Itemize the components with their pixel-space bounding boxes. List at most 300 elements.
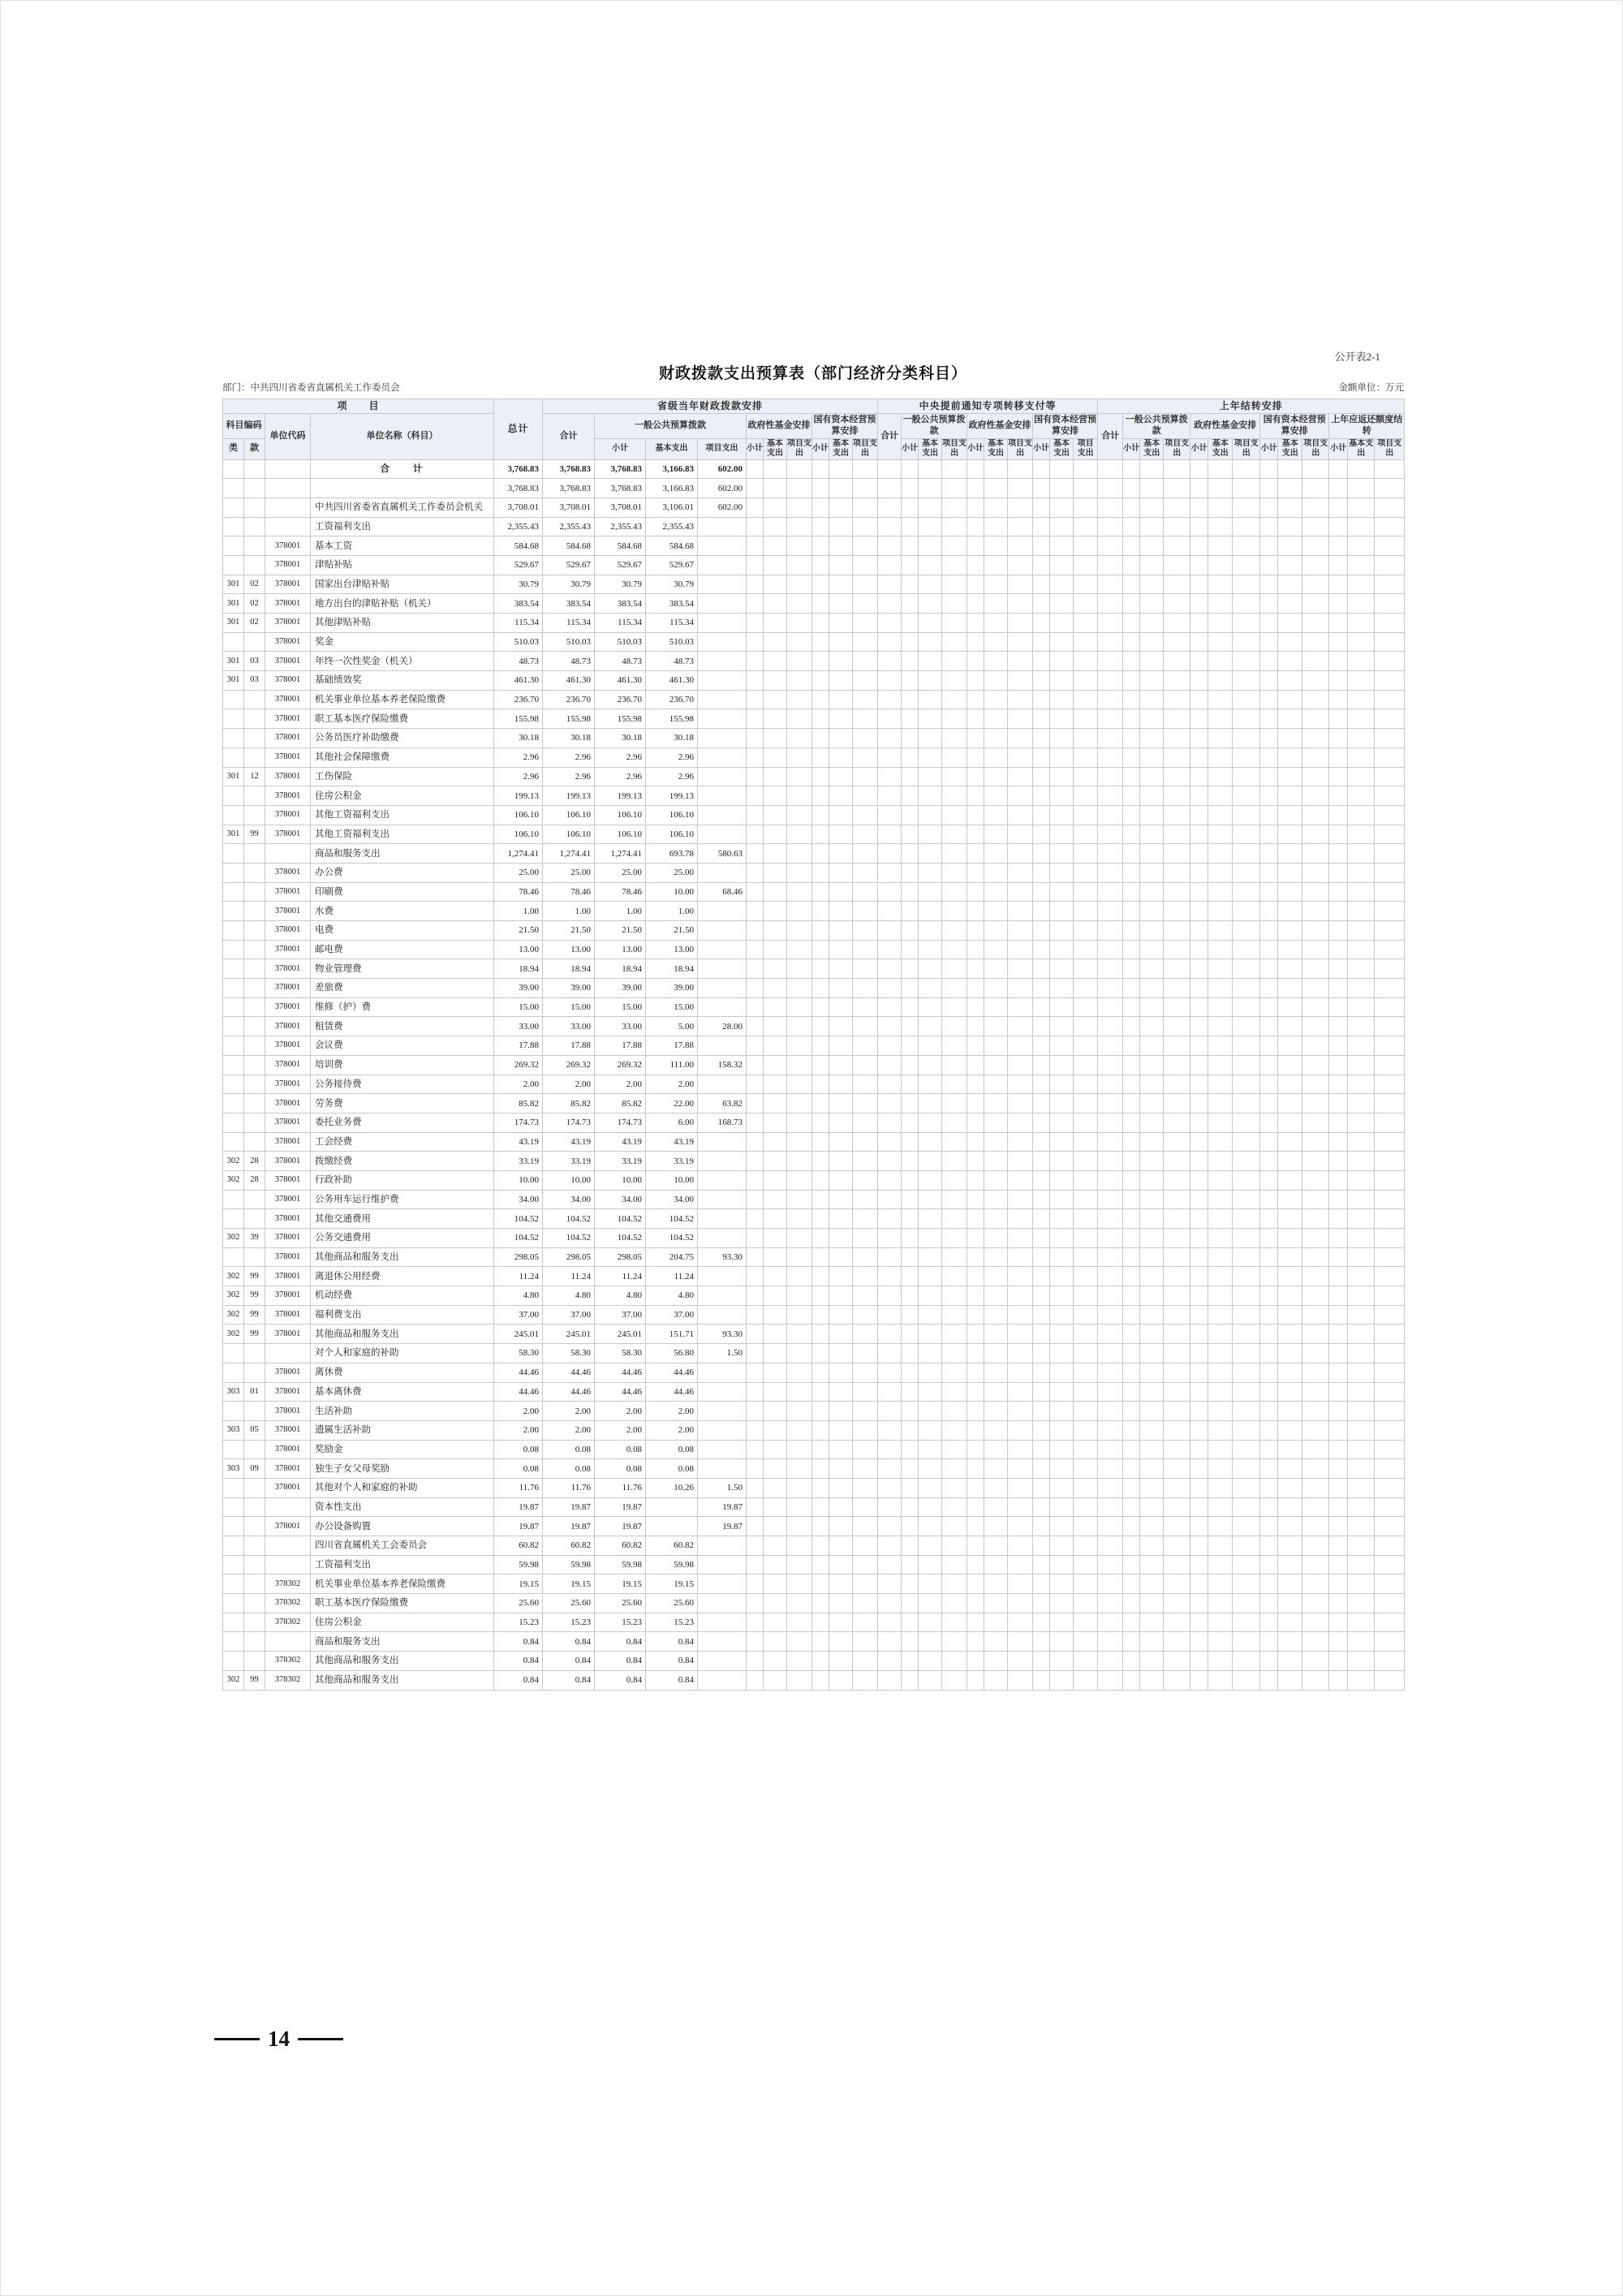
cell-class [223, 959, 244, 979]
cell-empty [1302, 1382, 1329, 1402]
cell-empty [878, 902, 902, 921]
table-row [223, 517, 1405, 536]
cell-empty [1098, 1055, 1123, 1075]
cell-empty [853, 1382, 878, 1402]
cell-unit-code [265, 479, 311, 498]
cell-empty [1233, 1517, 1260, 1536]
cell-empty [1074, 979, 1098, 998]
cell-subject-name: 年终一次性奖金（机关） [311, 652, 494, 671]
cell-empty [1208, 536, 1233, 556]
cell-empty [1098, 1517, 1123, 1536]
cell-empty [812, 882, 829, 902]
cell-empty [1348, 805, 1375, 825]
cell-value-3: 0.84 [595, 1652, 646, 1671]
cell-empty [1208, 1286, 1233, 1306]
cell-empty [1375, 1497, 1405, 1517]
cell-item: 02 [244, 614, 265, 633]
cell-empty [853, 1305, 878, 1325]
table-row [223, 1132, 1405, 1152]
cell-empty [1302, 1652, 1329, 1671]
cell-empty [812, 498, 829, 517]
cell-empty [1140, 786, 1164, 806]
cell-empty [1008, 863, 1033, 882]
col-header-leaf-2-2-1: 小计 [967, 438, 984, 459]
cell-empty [1140, 1055, 1164, 1075]
cell-value-2: 58.30 [543, 1344, 595, 1363]
cell-empty [1190, 652, 1208, 671]
cell-value-2: 155.98 [543, 709, 595, 729]
cell-unit-code [265, 1344, 311, 1363]
cell-empty [1033, 805, 1050, 825]
cell-class [223, 786, 244, 806]
cell-empty [1033, 940, 1050, 959]
cell-value-3: 199.13 [595, 786, 646, 806]
cell-empty [1208, 1075, 1233, 1094]
cell-empty [1123, 1305, 1140, 1325]
cell-class [223, 555, 244, 575]
cell-subject-name: 离退休公用经费 [311, 1267, 494, 1286]
cell-empty [764, 921, 787, 941]
cell-empty [967, 786, 984, 806]
cell-empty [878, 1555, 902, 1574]
cell-empty [1233, 1536, 1260, 1556]
table-row [223, 1036, 1405, 1056]
cell-empty [1278, 863, 1302, 882]
cell-empty [853, 767, 878, 786]
cell-empty [853, 786, 878, 806]
cell-empty [1050, 825, 1074, 844]
cell-empty [1260, 767, 1278, 786]
col-header-leaf-3-4-2: 基本支出 [1349, 438, 1374, 458]
cell-empty [1208, 479, 1233, 498]
cell-value-5: 1.50 [698, 1344, 747, 1363]
cell-subject-name: 商品和服务支出 [311, 1632, 494, 1652]
cell-subject-name: 地方出台的津贴补贴（机关） [311, 594, 494, 614]
col-header-group-1-2: 政府性基金安排 [747, 414, 812, 439]
cell-empty [1375, 1267, 1405, 1286]
cell-empty [1140, 652, 1164, 671]
cell-empty [764, 902, 787, 921]
cell-empty [1098, 1209, 1123, 1229]
cell-empty [1278, 1305, 1302, 1325]
cell-empty [1190, 1094, 1208, 1114]
cell-empty [1348, 1229, 1375, 1248]
cell-empty [1348, 729, 1375, 748]
cell-subject-name: 租赁费 [311, 1017, 494, 1036]
cell-empty [764, 1286, 787, 1306]
cell-empty [764, 1190, 787, 1209]
cell-empty [1233, 921, 1260, 941]
cell-empty [1164, 459, 1190, 479]
cell-empty [1260, 1305, 1278, 1325]
cell-empty [1074, 940, 1098, 959]
cell-empty [787, 1594, 812, 1613]
cell-empty [1074, 498, 1098, 517]
cell-value-1: 529.67 [494, 555, 543, 575]
cell-unit-code: 378001 [265, 1017, 311, 1036]
table-row [223, 747, 1405, 767]
cell-empty [1123, 1017, 1140, 1036]
cell-empty [1233, 1229, 1260, 1248]
cell-item [244, 1574, 265, 1594]
cell-class: 301 [223, 594, 244, 614]
cell-empty [1140, 1190, 1164, 1209]
cell-empty [764, 1055, 787, 1075]
cell-value-2: 0.84 [543, 1652, 595, 1671]
cell-empty [1302, 1536, 1329, 1556]
header-row-1 [223, 399, 1405, 414]
cell-empty [1098, 594, 1123, 614]
cell-item [244, 1555, 265, 1574]
cell-empty [902, 1459, 919, 1479]
cell-empty [1190, 729, 1208, 748]
cell-empty [1164, 1497, 1190, 1517]
cell-empty [1123, 614, 1140, 633]
cell-empty [1302, 786, 1329, 806]
cell-empty [1329, 1536, 1348, 1556]
cell-empty [1033, 1286, 1050, 1306]
cell-empty [853, 498, 878, 517]
cell-value-5: 93.30 [698, 1325, 747, 1344]
cell-value-4: 34.00 [646, 1190, 698, 1209]
cell-value-5 [698, 671, 747, 691]
cell-empty [919, 594, 942, 614]
cell-empty [919, 979, 942, 998]
cell-empty [812, 1286, 829, 1306]
cell-value-2: 529.67 [543, 555, 595, 575]
table-row [223, 1440, 1405, 1459]
cell-subject-name: 公务员医疗补助缴费 [311, 729, 494, 748]
cell-empty [1233, 1555, 1260, 1574]
cell-empty [1348, 863, 1375, 882]
cell-empty [747, 1152, 764, 1171]
cell-empty [1278, 767, 1302, 786]
cell-empty [1190, 825, 1208, 844]
cell-empty [1278, 729, 1302, 748]
cell-empty [787, 1017, 812, 1036]
cell-empty [1008, 555, 1033, 575]
cell-empty [942, 709, 967, 729]
cell-empty [1375, 959, 1405, 979]
cell-empty [787, 1632, 812, 1652]
cell-empty [787, 459, 812, 479]
cell-empty [1375, 1517, 1405, 1536]
cell-empty [1098, 1478, 1123, 1497]
cell-empty [1329, 1670, 1348, 1690]
cell-empty [1233, 729, 1260, 748]
cell-empty [853, 1075, 878, 1094]
cell-value-2: 19.87 [543, 1517, 595, 1536]
cell-empty [1278, 805, 1302, 825]
table-row [223, 575, 1405, 594]
cell-empty [1033, 825, 1050, 844]
budget-table [222, 398, 1405, 1691]
table-row [223, 1382, 1405, 1402]
cell-empty [787, 1229, 812, 1248]
cell-empty [1098, 555, 1123, 575]
cell-empty [829, 1170, 853, 1190]
cell-empty [812, 575, 829, 594]
cell-empty [853, 1652, 878, 1671]
cell-empty [1208, 1344, 1233, 1363]
cell-empty [747, 1497, 764, 1517]
cell-empty [787, 1305, 812, 1325]
cell-empty [1074, 1229, 1098, 1248]
cell-empty [812, 614, 829, 633]
cell-empty [1140, 1440, 1164, 1459]
cell-value-5 [698, 1536, 747, 1556]
col-header-leaf-2-2-2: 基本支出 [984, 438, 1008, 459]
cell-class [223, 690, 244, 709]
cell-empty [1260, 1363, 1278, 1382]
cell-empty [984, 1036, 1008, 1056]
cell-empty [1278, 882, 1302, 902]
cell-value-5 [698, 1632, 747, 1652]
cell-empty [967, 1094, 984, 1114]
cell-empty [1329, 1574, 1348, 1594]
budget-table-body [223, 459, 1405, 1690]
cell-value-5 [698, 1267, 747, 1286]
cell-empty [1348, 1670, 1375, 1690]
cell-class [223, 1017, 244, 1036]
cell-unit-code: 378001 [265, 652, 311, 671]
cell-empty [878, 1574, 902, 1594]
cell-empty [919, 1094, 942, 1114]
cell-empty [942, 1017, 967, 1036]
cell-empty [919, 555, 942, 575]
cell-empty [1050, 1420, 1074, 1440]
cell-empty [1208, 1652, 1233, 1671]
cell-empty [902, 959, 919, 979]
cell-empty [967, 1152, 984, 1171]
cell-class [223, 1247, 244, 1267]
cell-empty [764, 1670, 787, 1690]
cell-empty [1260, 882, 1278, 902]
cell-subject-name: 工资福利支出 [311, 1555, 494, 1574]
cell-empty [1208, 1497, 1233, 1517]
cell-empty [902, 1209, 919, 1229]
cell-empty [1208, 1420, 1233, 1440]
cell-empty [1098, 1613, 1123, 1632]
cell-empty [1348, 844, 1375, 864]
cell-empty [1302, 1459, 1329, 1479]
cell-empty [829, 729, 853, 748]
cell-empty [1033, 1382, 1050, 1402]
cell-class [223, 729, 244, 748]
cell-value-4: 18.94 [646, 959, 698, 979]
cell-empty [1302, 671, 1329, 691]
cell-empty [1098, 1420, 1123, 1440]
cell-empty [1033, 498, 1050, 517]
cell-unit-code: 378001 [265, 575, 311, 594]
cell-value-3: 15.23 [595, 1613, 646, 1632]
cell-empty [1140, 1497, 1164, 1517]
cell-empty [747, 632, 764, 652]
cell-empty [1190, 997, 1208, 1017]
cell-empty [902, 747, 919, 767]
cell-empty [829, 632, 853, 652]
cell-empty [1008, 1652, 1033, 1671]
col-header-group-3-2: 政府性基金安排 [1190, 414, 1260, 439]
cell-empty [1348, 1594, 1375, 1613]
table-row [223, 709, 1405, 729]
cell-empty [1302, 921, 1329, 941]
cell-empty [1050, 652, 1074, 671]
cell-empty [1190, 844, 1208, 864]
cell-empty [1190, 1075, 1208, 1094]
cell-empty [1348, 632, 1375, 652]
cell-empty [1098, 997, 1123, 1017]
cell-empty [967, 1209, 984, 1229]
cell-empty [1208, 690, 1233, 709]
cell-empty [747, 1286, 764, 1306]
cell-empty [1348, 1363, 1375, 1382]
cell-empty [1348, 902, 1375, 921]
cell-empty [1260, 1382, 1278, 1402]
cell-empty [878, 1190, 902, 1209]
cell-empty [747, 1075, 764, 1094]
cell-class [223, 709, 244, 729]
cell-empty [1233, 652, 1260, 671]
cell-empty [747, 555, 764, 575]
cell-empty [942, 863, 967, 882]
cell-empty [853, 1670, 878, 1690]
cell-empty [1375, 767, 1405, 786]
cell-empty [1050, 729, 1074, 748]
cell-empty [967, 1229, 984, 1248]
cell-empty [1208, 1555, 1233, 1574]
cell-empty [1329, 498, 1348, 517]
cell-empty [1008, 1113, 1033, 1132]
cell-empty [1329, 517, 1348, 536]
cell-empty [1140, 1382, 1164, 1402]
cell-empty [812, 1382, 829, 1402]
cell-subject-name: 对个人和家庭的补助 [311, 1344, 494, 1363]
cell-empty [1140, 1517, 1164, 1536]
cell-empty [853, 575, 878, 594]
cell-empty [1302, 652, 1329, 671]
cell-empty [1260, 709, 1278, 729]
cell-empty [984, 1229, 1008, 1248]
cell-empty [1278, 1594, 1302, 1613]
cell-unit-code [265, 1536, 311, 1556]
cell-empty [1164, 1402, 1190, 1421]
cell-empty [902, 1036, 919, 1056]
cell-empty [1375, 1209, 1405, 1229]
cell-unit-code: 378001 [265, 729, 311, 748]
cell-class [223, 517, 244, 536]
cell-empty [1260, 1613, 1278, 1632]
cell-empty [1348, 979, 1375, 998]
cell-empty [1233, 555, 1260, 575]
cell-empty [1348, 652, 1375, 671]
cell-value-1: 43.19 [494, 1132, 543, 1152]
cell-empty [919, 479, 942, 498]
cell-item: 28 [244, 1152, 265, 1171]
cell-value-5 [698, 1594, 747, 1613]
cell-empty [1260, 1170, 1278, 1190]
cell-value-5 [698, 729, 747, 748]
cell-empty [967, 1286, 984, 1306]
cell-empty [787, 1555, 812, 1574]
cell-value-4: 10.00 [646, 882, 698, 902]
cell-empty [1348, 997, 1375, 1017]
cell-empty [787, 825, 812, 844]
cell-subject-name: 办公设备购置 [311, 1517, 494, 1536]
cell-empty [747, 594, 764, 614]
cell-empty [829, 1478, 853, 1497]
cell-empty [1208, 1325, 1233, 1344]
cell-empty [1233, 1478, 1260, 1497]
cell-empty [942, 1152, 967, 1171]
cell-empty [1348, 921, 1375, 941]
cell-empty [764, 979, 787, 998]
cell-empty [878, 614, 902, 633]
cell-empty [1329, 1017, 1348, 1036]
cell-empty [812, 1497, 829, 1517]
cell-empty [1278, 844, 1302, 864]
cell-value-5 [698, 940, 747, 959]
cell-class [223, 479, 244, 498]
cell-class: 303 [223, 1382, 244, 1402]
cell-empty [902, 1229, 919, 1248]
cell-empty [902, 575, 919, 594]
cell-empty [812, 709, 829, 729]
cell-empty [1260, 1267, 1278, 1286]
cell-empty [1140, 1613, 1164, 1632]
cell-empty [1050, 1152, 1074, 1171]
cell-empty [1164, 1632, 1190, 1652]
cell-empty [967, 1536, 984, 1556]
cell-empty [878, 767, 902, 786]
cell-empty [967, 1478, 984, 1497]
cell-empty [942, 1536, 967, 1556]
cell-empty [1123, 1132, 1140, 1152]
table-row [223, 632, 1405, 652]
cell-unit-code [265, 1497, 311, 1517]
cell-empty [1329, 652, 1348, 671]
cell-empty [829, 498, 853, 517]
cell-empty [878, 1440, 902, 1459]
cell-empty [829, 1632, 853, 1652]
cell-value-2: 37.00 [543, 1305, 595, 1325]
cell-empty [812, 921, 829, 941]
cell-empty [984, 940, 1008, 959]
cell-empty [1190, 959, 1208, 979]
cell-value-3: 106.10 [595, 805, 646, 825]
cell-value-1: 59.98 [494, 1555, 543, 1574]
cell-empty [1375, 1305, 1405, 1325]
cell-value-5 [698, 1286, 747, 1306]
cell-empty [1164, 1229, 1190, 1248]
cell-value-5 [698, 863, 747, 882]
cell-empty [747, 959, 764, 979]
cell-empty [1123, 1670, 1140, 1690]
cell-empty [1348, 767, 1375, 786]
cell-empty [1008, 1459, 1033, 1479]
cell-item: 02 [244, 594, 265, 614]
cell-empty [1375, 902, 1405, 921]
cell-class [223, 1517, 244, 1536]
cell-empty [984, 1267, 1008, 1286]
cell-empty [878, 1247, 902, 1267]
cell-empty [812, 1420, 829, 1440]
cell-item: 01 [244, 1382, 265, 1402]
cell-empty [1033, 1632, 1050, 1652]
table-row [223, 1402, 1405, 1421]
table-row [223, 1574, 1405, 1594]
cell-empty [1260, 786, 1278, 806]
